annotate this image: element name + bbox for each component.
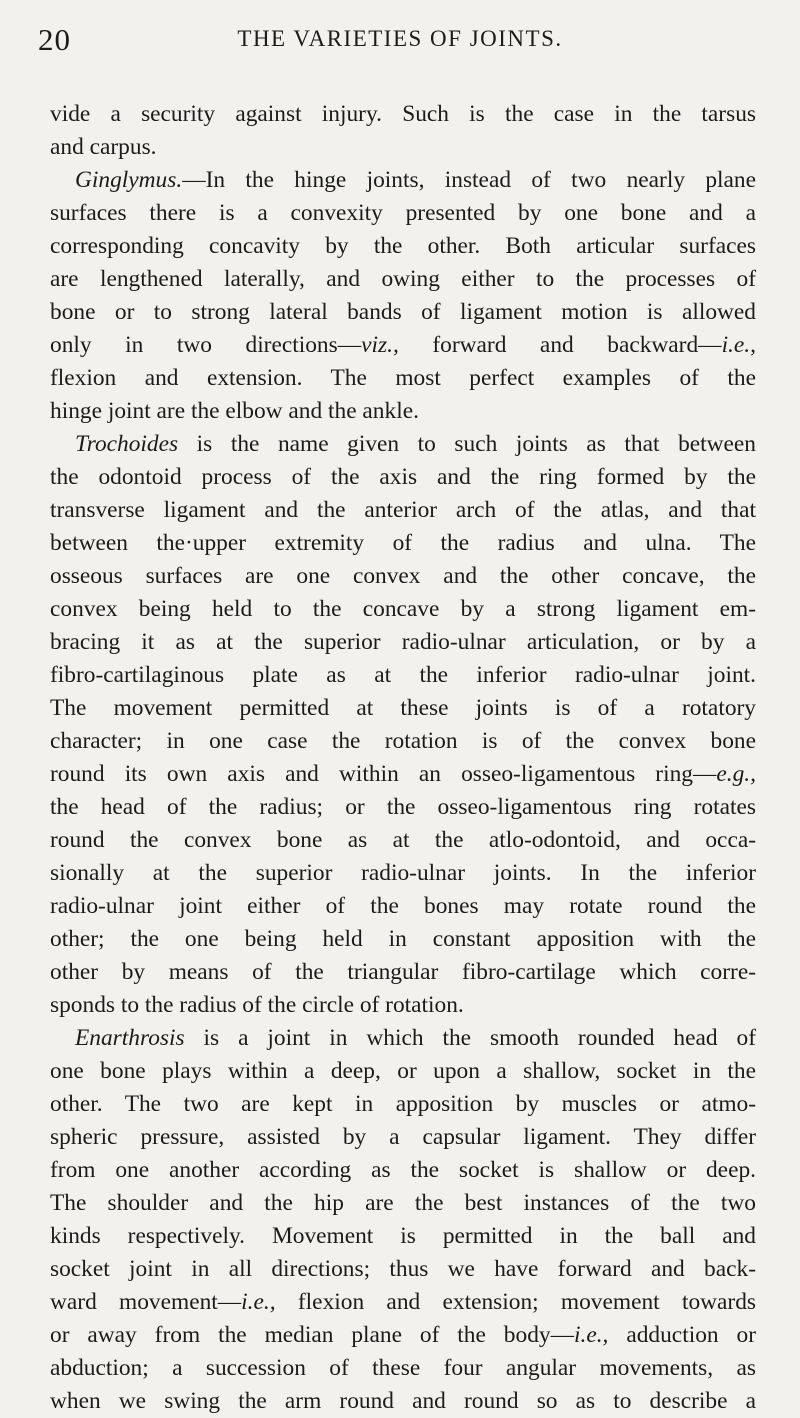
text-run: vide a security against injury. Such is the case in the tarsus (50, 101, 756, 127)
text-run: or away from the median plane of the body— (50, 1322, 574, 1348)
text-run: abduction; a succession of these four angular movements, as (50, 1355, 756, 1381)
text-line (50, 1088, 756, 1121)
text-run: the odontoid process of the axis and the ring formed by the (50, 464, 756, 490)
text-run: between the·upper extremity of the radius and ulna. The (50, 530, 756, 556)
text-run: forward and backward— (398, 332, 722, 358)
page-header (0, 22, 800, 66)
text-run: other; the one being held in constant apposition with the (50, 926, 756, 952)
text-run: only in two directions— (50, 332, 362, 358)
text-line (50, 989, 756, 1022)
text-line (50, 956, 756, 989)
text-line (50, 923, 756, 956)
text-run: bracing it as at the superior radio-ulnar articulation, or by a (50, 629, 756, 655)
text-run: —In the hinge joints, instead of two nearly plane (182, 167, 756, 193)
text-run: round its own axis and within an osseo-ligamentous ring— (50, 761, 717, 787)
text-run: are lengthened laterally, and owing either to the processes of (50, 266, 756, 292)
text-run: the head of the radius; or the osseo-ligamentous ring rotates (50, 794, 756, 820)
text-run: spheric pressure, assisted by a capsular ligament. They differ (50, 1124, 756, 1150)
text-run: and carpus. (50, 134, 157, 160)
text-run: is a joint in which the smooth rounded head of (184, 1025, 756, 1051)
text-run: sponds to the radius of the circle of rotation. (50, 992, 464, 1018)
text-line (50, 1352, 756, 1385)
text-run: adduction or (608, 1322, 756, 1348)
text-line (50, 362, 756, 395)
text-line (50, 1121, 756, 1154)
text-line (50, 890, 756, 923)
text-line (50, 1187, 756, 1220)
italic-term: e.g., (716, 761, 756, 787)
text-run: corresponding concavity by the other. Both articular surfaces (50, 233, 756, 259)
text-line (50, 560, 756, 593)
text-line (50, 1286, 756, 1319)
italic-term: viz., (361, 332, 399, 358)
text-run: flexion and extension. The most perfect examples of the (50, 365, 756, 391)
text-line (50, 131, 756, 164)
text-line (50, 1055, 756, 1088)
text-run: radio-ulnar joint either of the bones may rotate round the (50, 893, 756, 919)
text-line (50, 725, 756, 758)
text-run: kinds respectively. Movement is permitted in the ball and (50, 1223, 756, 1249)
text-line (50, 659, 756, 692)
italic-term: Ginglymus. (75, 167, 183, 193)
text-run: The movement permitted at these joints is of a rotatory (50, 695, 756, 721)
text-line (50, 197, 756, 230)
text-line (50, 1253, 756, 1286)
text-run: surfaces there is a convexity presented by one bone and a (50, 200, 756, 226)
text-line (50, 857, 756, 890)
text-line (50, 1022, 756, 1055)
text-line (50, 1154, 756, 1187)
text-run: other. The two are kept in apposition by muscles or atmo- (50, 1091, 756, 1117)
text-line (50, 164, 756, 197)
text-run: transverse ligament and the anterior arch of the atlas, and that (50, 497, 756, 523)
text-run: other by means of the triangular fibro-cartilage which corre- (50, 959, 756, 985)
italic-term: Enarthrosis (75, 1025, 185, 1051)
text-run: socket joint in all directions; thus we have forward and back- (50, 1256, 756, 1282)
italic-term: i.e., (241, 1289, 276, 1315)
running-title: THE VARIETIES OF JOINTS. (237, 26, 563, 51)
text-line (50, 263, 756, 296)
text-run: hinge joint are the elbow and the ankle. (50, 398, 419, 424)
text-run: one bone plays within a deep, or upon a shallow, socket in the (50, 1058, 756, 1084)
text-line (50, 461, 756, 494)
text-line (50, 1220, 756, 1253)
text-line (50, 527, 756, 560)
text-line (50, 626, 756, 659)
text-line (50, 428, 756, 461)
text-run: round the convex bone as at the atlo-odontoid, and occa- (50, 827, 756, 853)
italic-term: Trochoides (75, 431, 179, 457)
text-line (50, 824, 756, 857)
text-run: flexion and extension; movement towards (275, 1289, 756, 1315)
text-run: from one another according as the socket is shallow or deep. (50, 1157, 756, 1183)
text-line (50, 692, 756, 725)
body-text (50, 98, 756, 1418)
text-run: bone or to strong lateral bands of ligament motion is allowed (50, 299, 756, 325)
page-number: 20 (38, 22, 71, 57)
text-run: The shoulder and the hip are the best instances of the two (50, 1190, 756, 1216)
text-line (50, 1319, 756, 1352)
text-run: is the name given to such joints as that between (178, 431, 756, 457)
text-line (50, 230, 756, 263)
text-run: character; in one case the rotation is of the convex bone (50, 728, 756, 754)
text-line (50, 395, 756, 428)
text-run: sionally at the superior radio-ulnar joints. In the inferior (50, 860, 756, 886)
text-run: when we swing the arm round and round so as to describe a (50, 1388, 756, 1414)
text-line (50, 758, 756, 791)
italic-term: i.e., (573, 1322, 609, 1348)
italic-term: i.e., (721, 332, 756, 358)
text-run: fibro-cartilaginous plate as at the inferior radio-ulnar joint. (50, 662, 756, 688)
text-line (50, 1385, 756, 1418)
text-line (50, 329, 756, 362)
text-run: ward movement— (50, 1289, 242, 1315)
text-line (50, 791, 756, 824)
text-line (50, 98, 756, 131)
text-line (50, 296, 756, 329)
text-line (50, 494, 756, 527)
text-line (50, 593, 756, 626)
text-run: convex being held to the concave by a strong ligament em- (50, 596, 756, 622)
text-run: osseous surfaces are one convex and the other concave, the (50, 563, 756, 589)
